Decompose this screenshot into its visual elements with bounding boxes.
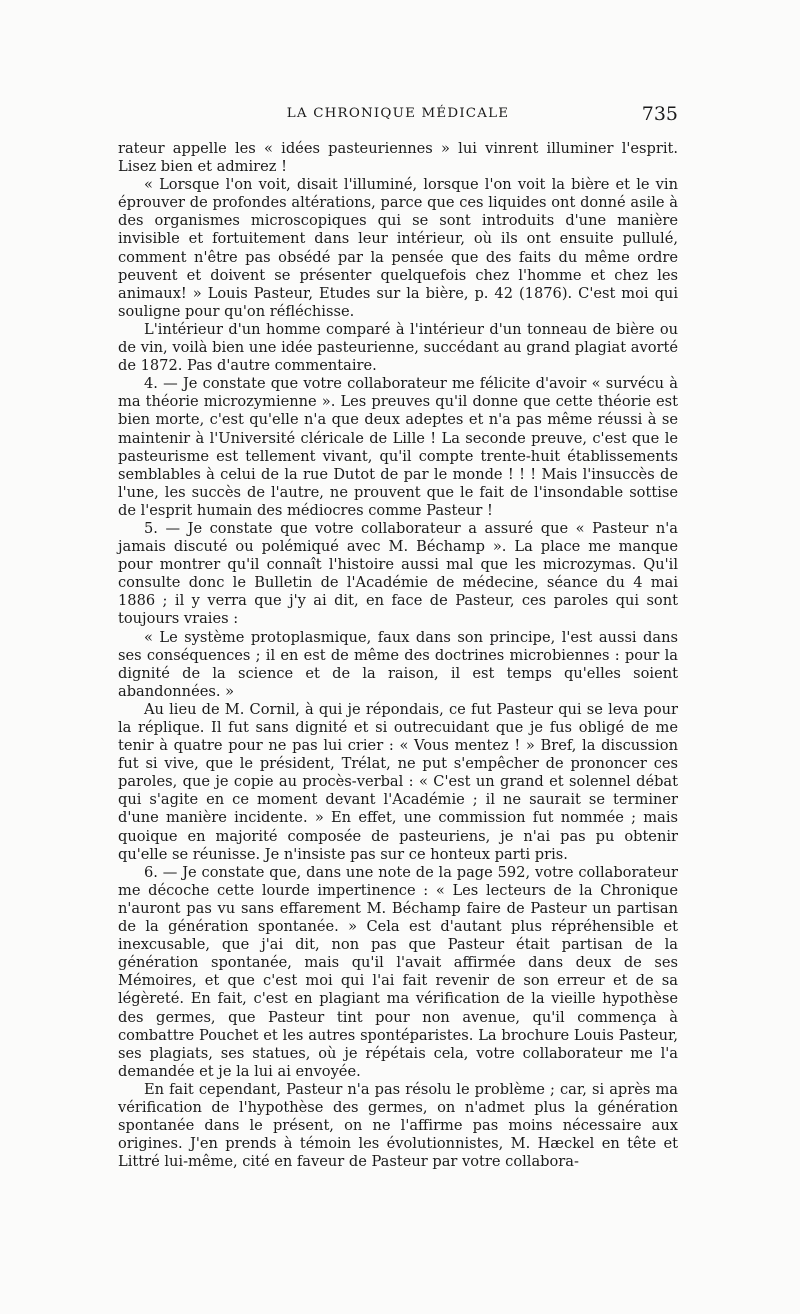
paragraph-comment: L'intérieur d'un homme comparé à l'intérieur d'un tonneau de bière ou de vin, voilà bien une idée pasteurienne, succédant au grand plagiat avorté de 1872. Pas d'autre commentaire.: [118, 320, 678, 375]
text-body: [118, 140, 678, 1171]
page-number: 735: [641, 103, 678, 125]
paragraph-continuation: rateur appelle les « idées pasteuriennes » lui vinrent illuminer l'esprit. Lisez bien et admirez !: [118, 140, 678, 176]
paragraph-quote-pasteur: « Lorsque l'on voit, disait l'illuminé, lorsque l'on voit la bière et le vin éprouver de profondes altérations, parce que ces liquides ont donné asile à des organismes microscopiques qui se sont introduits d'une manière invisible et fortuitement dans leur intérieur, où ils ont ensuite pullulé, comment n'être pas obsédé par la pensée que des faits du même ordre peuvent et doivent se présenter quelquefois chez l'homme et chez les animaux! » Louis Pasteur, Etudes sur la bière, p. 42 (1876). C'est moi qui souligne pour qu'on réfléchisse.: [118, 176, 678, 320]
paragraph-cornil: Au lieu de M. Cornil, à qui je répondais, ce fut Pasteur qui se leva pour la réplique. Il fut sans dignité et si outrecuidant que je fus obligé de me tenir à quatre pour ne pas lui crier : « Vous mentez ! » Bref, la discussion fut si vive, que le président, Trélat, ne put s'empêcher de prononcer ces paroles, que je copie au procès-verbal : « C'est un grand et solennel débat qui s'agite en ce moment devant l'Académie ; il ne saurait se terminer d'une manière incidente. » En effet, une commission fut nommée ; mais quoique en majorité composée de pasteuriens, je n'ai pas pu obtenir qu'elle se réunisse. Je n'insiste pas sur ce honteux parti pris.: [118, 700, 678, 863]
running-header: [118, 103, 678, 130]
paragraph-point-4: 4. — Je constate que votre collaborateur me félicite d'avoir « survécu à ma théorie microzymienne ». Les preuves qu'il donne que cette théorie est bien morte, c'est qu'elle n'a que deux adeptes et n'a pas même réussi à se maintenir à l'Université cléricale de Lille ! La seconde preuve, c'est que le pasteurisme est tellement vivant, qu'il compte trente-huit établissements semblables à celui de la rue Dutot de par le monde ! ! ! Mais l'insuccès de l'une, les succès de l'autre, ne prouvent que le fait de l'insondable sottise de l'esprit humain des médiocres comme Pasteur !: [118, 375, 678, 519]
paragraph-point-6: 6. — Je constate que, dans une note de la page 592, votre collaborateur me décoche cette lourde impertinence : « Les lecteurs de la Chronique n'auront pas vu sans effarement M. Béchamp faire de Pasteur un partisan de la génération spontanée. » Cela est d'autant plus répréhensible et inexcusable, que j'ai dit, non pas que Pasteur était partisan de la génération spontanée, mais qu'il l'avait affirmée dans deux de ses Mémoires, et que c'est moi qui l'ai fait revenir de son erreur et de sa légèreté. En fait, c'est en plagiant ma vérification de la vieille hypothèse des germes, que Pasteur tint pour non avenue, qu'il commença à combattre Pouchet et les autres spontéparistes. La brochure Louis Pasteur, ses plagiats, ses statues, où je répétais cela, votre collaborateur me l'a demandée et je la lui ai envoyée.: [118, 863, 678, 1080]
journal-title: LA CHRONIQUE MÉDICALE: [286, 106, 510, 121]
paragraph-conclusion: En fait cependant, Pasteur n'a pas résolu le problème ; car, si après ma vérification de l'hypothèse des germes, on n'admet plus la génération spontanée dans le présent, on ne l'affirme pas moins nécessaire aux origines. J'en prends à témoin les évolutionnistes, M. Hæckel en tête et Littré lui-même, cité en faveur de Pasteur par votre collabora-: [118, 1080, 678, 1171]
paragraph-point-5: 5. — Je constate que votre collaborateur a assuré que « Pasteur n'a jamais discuté ou polémiqué avec M. Béchamp ». La place me manque pour montrer qu'il connaît l'histoire aussi mal que les microzymas. Qu'il consulte donc le Bulletin de l'Académie de médecine, séance du 4 mai 1886 ; il y verra que j'y ai dit, en face de Pasteur, ces paroles qui sont toujours vraies :: [118, 519, 678, 628]
paragraph-quote-academie: « Le système protoplasmique, faux dans son principe, l'est aussi dans ses conséquences ; il en est de même des doctrines microbiennes : pour la dignité de la science et de la raison, il est temps qu'elles soient abandonnées. »: [118, 628, 678, 700]
